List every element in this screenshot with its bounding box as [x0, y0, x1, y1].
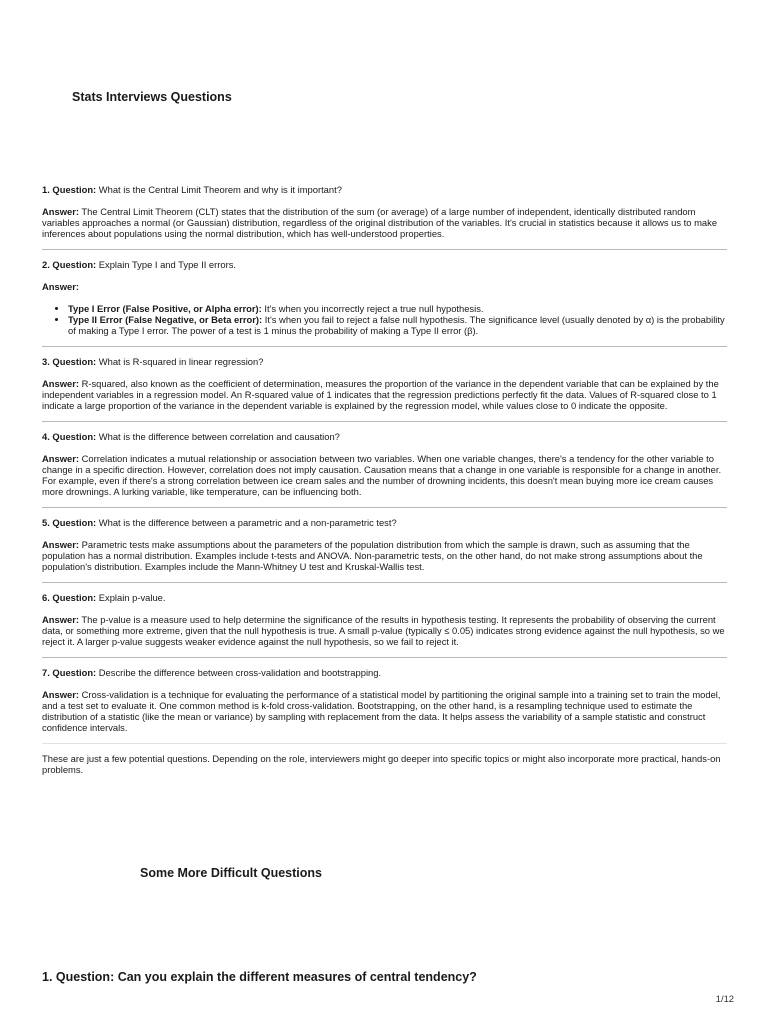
answer-label: Answer:	[42, 378, 79, 389]
answer-5	[42, 539, 727, 572]
divider	[42, 249, 727, 250]
question-7	[42, 667, 727, 678]
bullet-text: It's when you fail to reject a false null hypothesis. The significance level (usually denoted by α) is the probability of making a Type I error. The power of a test is 1 minus the probability of making a Type II error (β).	[68, 314, 725, 336]
question-label: 5. Question:	[42, 517, 97, 528]
answer-text: Correlation indicates a mutual relationship or association between two variables. When one variable changes, there's a tendency for the other variable to change in a specific direction. However, correlation does not imply causation. Causation means that a change in one variable is responsible for a change in another. For example, even if there's a strong correlation between ice cream sales and the number of drowning incidents, this doesn't mean buying more ice cream causes more drownings. A lurking variable, like temperature, can be influencing both.	[42, 453, 722, 497]
question-2	[42, 259, 727, 270]
divider	[42, 657, 727, 658]
question-text: Explain p-value.	[96, 592, 166, 603]
qa-content	[42, 184, 727, 775]
answer-text: Parametric tests make assumptions about the parameters of the population distribution from which the sample is drawn, such as assuming that the population has a normal distribution. Examples include t-tests and ANOVA. Non-parametric tests, on the other hand, do not make strong assumptions about the population's distribution. Examples include the Mann-Whitney U test and Kruskal-Wallis test.	[42, 539, 703, 572]
qa-item-2	[42, 259, 727, 336]
question-4	[42, 431, 727, 442]
answer-text: Cross-validation is a technique for evaluating the performance of a statistical model by partitioning the original sample into a training set to train the model, and a test set to evaluate it. One common method is k-fold cross-validation. Bootstrapping, on the other hand, is a resampling technique used to estimate the distribution of a statistic (like the mean or variance) by sampling with replacement from the data. It helps assess the variability of a sample statistic and construct confidence intervals.	[42, 689, 721, 733]
question-3	[42, 356, 727, 367]
question-text: What is R-squared in linear regression?	[96, 356, 264, 367]
question-text: Explain Type I and Type II errors.	[96, 259, 237, 270]
answer-label: Answer:	[42, 614, 79, 625]
closing-paragraph: These are just a few potential questions. Depending on the role, interviewers might go deeper into specific topics or might also incorporate more practical, hands-on problems.	[42, 753, 721, 775]
error-types-list	[42, 303, 727, 336]
answer-3	[42, 378, 727, 411]
qa-item-3	[42, 356, 727, 411]
qa-item-1	[42, 184, 727, 239]
list-item	[68, 303, 727, 314]
answer-label: Answer:	[42, 539, 79, 550]
answer-label: Answer:	[42, 281, 79, 292]
page-title: Stats Interviews Questions	[72, 90, 232, 104]
divider	[42, 346, 727, 347]
bullet-text: It's when you incorrectly reject a true null hypothesis.	[261, 303, 484, 314]
question-label: 1. Question:	[42, 184, 97, 195]
question-label: 2. Question:	[42, 259, 97, 270]
answer-label: Answer:	[42, 453, 79, 464]
question-text: What is the Central Limit Theorem and why is it important?	[96, 184, 342, 195]
answer-text: The p-value is a measure used to help determine the significance of the results in hypothesis testing. It represents the probability of observing the current data, or something more extreme, given that the null hypothesis is true. A small p-value (typically ≤ 0.05) indicates strong evidence against the null hypothesis, so we reject it. A larger p-value suggests weaker evidence against the null hypothesis, so we fail to reject it.	[42, 614, 725, 647]
section-heading: Some More Difficult Questions	[140, 866, 322, 880]
question-label: 6. Question:	[42, 592, 97, 603]
divider	[42, 507, 727, 508]
question-1	[42, 184, 727, 195]
qa-item-7	[42, 667, 727, 733]
next-question-heading: 1. Question: Can you explain the different measures of central tendency?	[42, 970, 477, 984]
answer-text: The Central Limit Theorem (CLT) states that the distribution of the sum (or average) of a large number of independent, identically distributed random variables approaches a normal (or Gaussian) distribution, regardless of the original distribution of the variables. It's crucial in statistics because it allows us to make inferences about populations using the normal distribution, which has well-understood properties.	[42, 206, 718, 239]
answer-7	[42, 689, 727, 733]
list-item	[68, 314, 727, 336]
bullet-label: Type I Error (False Positive, or Alpha error):	[68, 303, 262, 314]
answer-label: Answer:	[42, 206, 79, 217]
divider	[42, 421, 727, 422]
question-6	[42, 592, 727, 603]
question-label: 4. Question:	[42, 431, 97, 442]
answer-label: Answer:	[42, 689, 79, 700]
divider	[42, 743, 727, 744]
question-5	[42, 517, 727, 528]
divider	[42, 582, 727, 583]
qa-item-4	[42, 431, 727, 497]
answer-text: R-squared, also known as the coefficient of determination, measures the proportion of the variance in the dependent variable that can be explained by the independent variables in a regression model. An R-squared value of 1 indicates that the regression predictions perfectly fit the data. Values of R-squared close to 1 indicate a large proportion of the variance in the dependent variable is explained by the regression model, while values close to 0 indicate the opposite.	[42, 378, 719, 411]
answer-2	[42, 281, 727, 292]
page-number: 1/12	[715, 993, 734, 1004]
question-label: 3. Question:	[42, 356, 97, 367]
answer-4	[42, 453, 727, 497]
answer-6	[42, 614, 727, 647]
question-label: 7. Question:	[42, 667, 97, 678]
answer-1	[42, 206, 727, 239]
question-text: Describe the difference between cross-validation and bootstrapping.	[96, 667, 382, 678]
qa-item-5	[42, 517, 727, 572]
bullet-label: Type II Error (False Negative, or Beta error):	[68, 314, 263, 325]
question-text: What is the difference between a parametric and a non-parametric test?	[96, 517, 397, 528]
question-text: What is the difference between correlation and causation?	[96, 431, 340, 442]
qa-item-6	[42, 592, 727, 647]
